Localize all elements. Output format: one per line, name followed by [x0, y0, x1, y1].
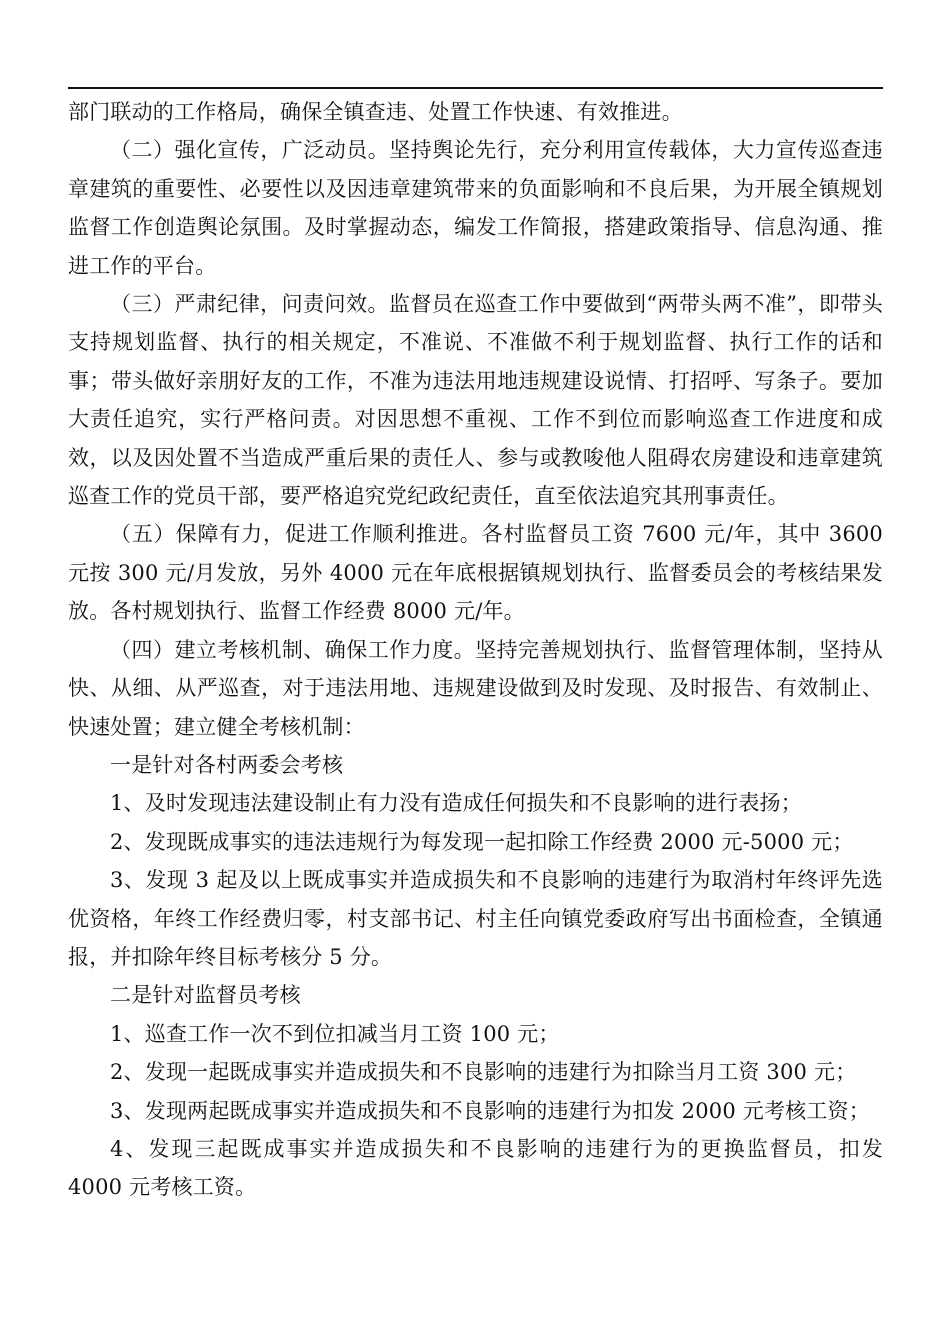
header-rule [68, 87, 883, 89]
paragraph-publicity: （二）强化宣传，广泛动员。坚持舆论先行，充分利用宣传载体，大力宣传巡查违章建筑的重要性、必要性以及因违章建筑带来的负面影响和不良后果，为开展全镇规划监督工作创造舆论氛围。及时掌握动态，编发工作简报，搭建政策指导、信息沟通、推进工作的平台。 [68, 138, 883, 278]
subheading-village-committee: 一是针对各村两委会考核 [110, 752, 344, 777]
list-item: 4、发现三起既成事实并造成损失和不良影响的违建行为的更换监督员，扣发 4000 元考核工资。 [68, 1136, 883, 1200]
list-item: 3、发现两起既成事实并造成损失和不良影响的违建行为扣发 2000 元考核工资； [110, 1098, 870, 1123]
list-item: 2、发现既成事实的违法违规行为每发现一起扣除工作经费 2000 元-5000 元； [110, 829, 854, 854]
paragraph-continuation: 部门联动的工作格局，确保全镇查违、处置工作快速、有效推进。 [68, 100, 683, 124]
list-item: 1、及时发现违法建设制止有力没有造成任何损失和不良影响的进行表扬； [110, 791, 802, 816]
document-body [68, 93, 883, 1207]
paragraph-assessment: （四）建立考核机制、确保工作力度。坚持完善规划执行、监督管理体制，坚持从快、从细、从严巡查，对于违法用地、违规建设做到及时发现、及时报告、有效制止、快速处置；建立健全考核机制： [68, 637, 883, 739]
list-item: 2、发现一起既成事实并造成损失和不良影响的违建行为扣除当月工资 300 元； [110, 1060, 857, 1085]
paragraph-discipline: （三）严肃纪律，问责问效。监督员在巡查工作中要做到“两带头两不准”，即带头支持规划监督、执行的相关规定，不准说、不准做不利于规划监督、执行工作的话和事；带头做好亲朋好友的工作，不准为违法用地违规建设说情、打招呼、写条子。要加大责任追究，实行严格问责。对因思想不重视、工作不到位而影响巡查工作进度和成效，以及因处置不当造成严重后果的责任人、参与或教唆他人阻碍农房建设和违章建筑巡查工作的党员干部，要严格追究党纪政纪责任，直至依法追究其刑事责任。 [68, 292, 883, 509]
paragraph-guarantee: （五）保障有力，促进工作顺利推进。各村监督员工资 7600 元/年，其中 3600 元按 300 元/月发放，另外 4000 元在年底根据镇规划执行、监督委员会的考核结果发放。各村规划执行、监督工作经费 8000 元/年。 [68, 522, 883, 624]
subheading-supervisor: 二是针对监督员考核 [110, 983, 301, 1008]
list-item: 1、巡查工作一次不到位扣减当月工资 100 元； [110, 1021, 560, 1046]
list-item: 3、发现 3 起及以上既成事实并造成损失和不良影响的违建行为取消村年终评先选优资格，年终工作经费归零，村支部书记、村主任向镇党委政府写出书面检查，全镇通报，并扣除年终目标考核分 5 分。 [68, 868, 883, 969]
